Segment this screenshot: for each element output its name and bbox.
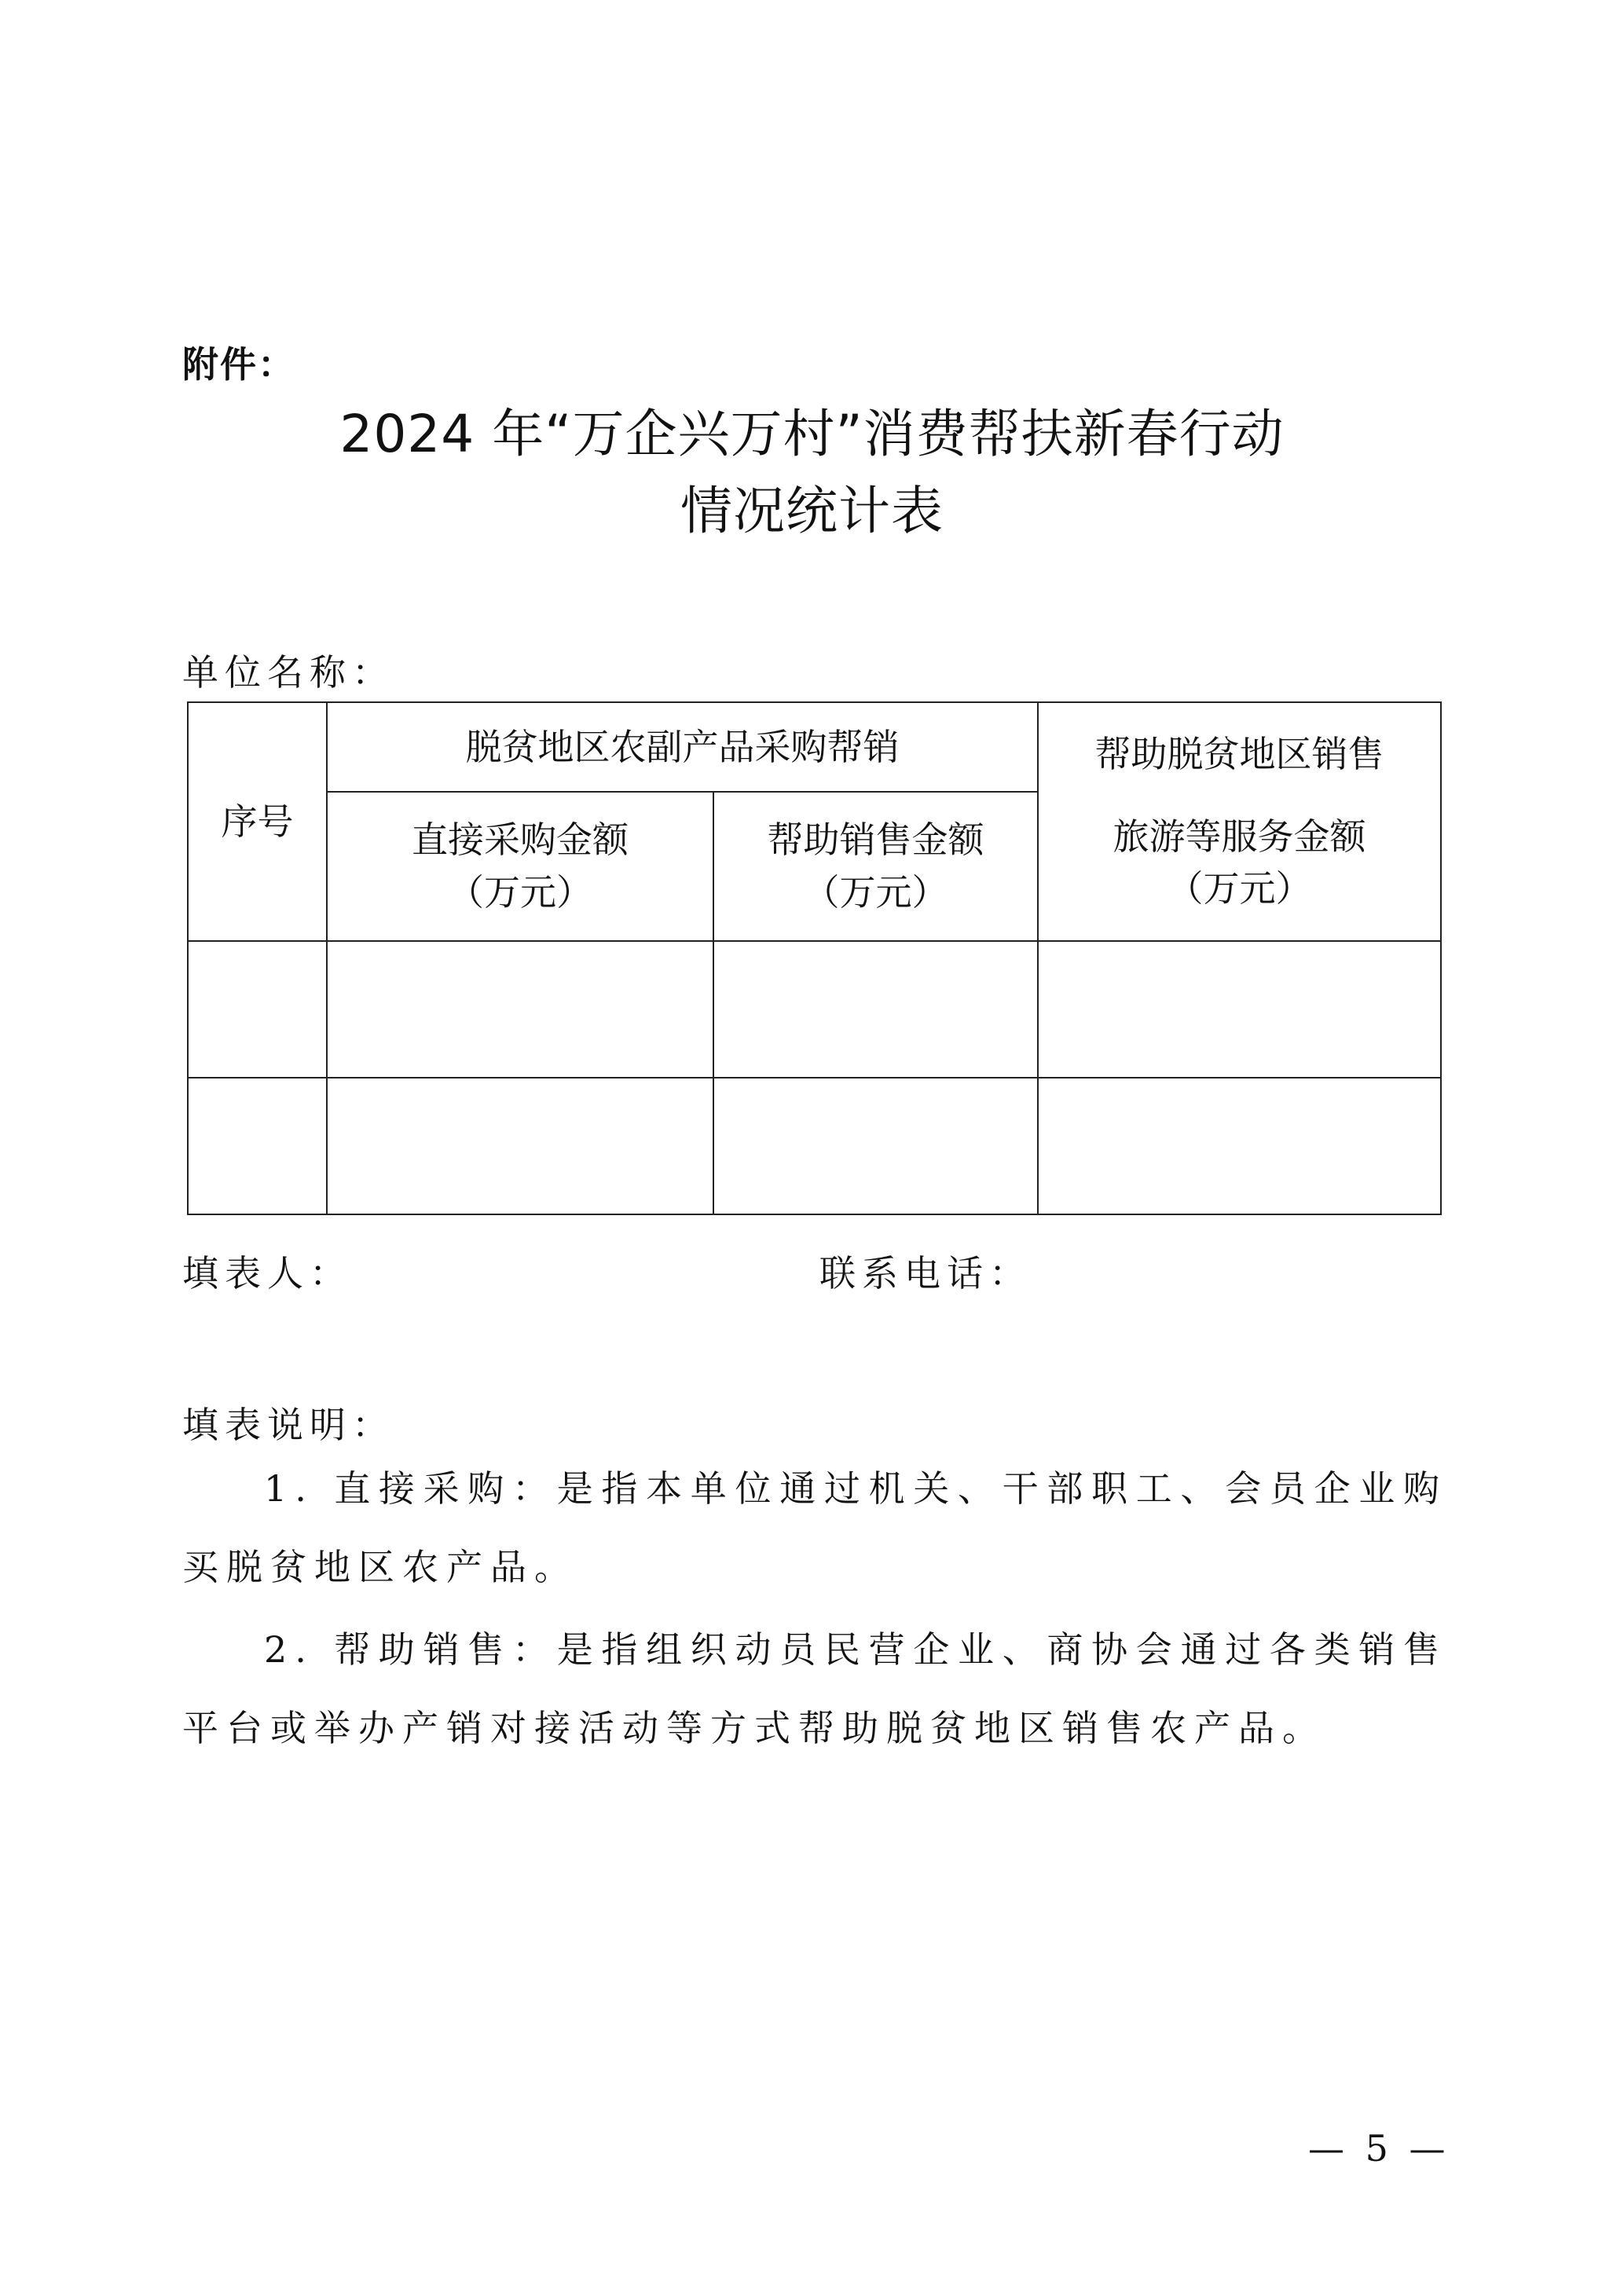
direct-purchase-header bbox=[327, 792, 713, 941]
service-unit: （万元） bbox=[1167, 867, 1312, 910]
filler-label: 填表人： bbox=[182, 1252, 352, 1294]
notes-title: 填表说明： bbox=[182, 1404, 394, 1446]
help-sales-cell[interactable] bbox=[713, 941, 1038, 1078]
seq-cell[interactable] bbox=[188, 941, 327, 1078]
help-sales-header-text: 帮助销售金额 bbox=[767, 818, 984, 862]
direct-purchase-unit: （万元） bbox=[448, 871, 592, 914]
help-sales-header bbox=[713, 792, 1038, 941]
page-number: — 5 — bbox=[1308, 2127, 1450, 2170]
service-header-line-1: 帮助脱贫地区销售 bbox=[1094, 732, 1384, 775]
table-row bbox=[188, 941, 1441, 1078]
statistics-table bbox=[187, 701, 1442, 1215]
attachment-label: 附件： bbox=[182, 343, 295, 386]
service-header-line-2: 旅游等服务金额 bbox=[1113, 815, 1366, 858]
help-sales-unit: （万元） bbox=[803, 871, 948, 914]
document-title-line-1: 2024 年“万企兴万村”消费帮扶新春行动 bbox=[339, 404, 1285, 464]
service-amount-cell[interactable] bbox=[1038, 941, 1441, 1078]
table-row bbox=[188, 1078, 1441, 1214]
direct-purchase-header-text: 直接采购金额 bbox=[412, 818, 629, 862]
help-sales-cell[interactable] bbox=[713, 1078, 1038, 1214]
direct-purchase-cell[interactable] bbox=[327, 1078, 713, 1214]
seq-header: 序号 bbox=[188, 702, 327, 941]
direct-purchase-cell[interactable] bbox=[327, 941, 713, 1078]
note-item-2: 2. 帮助销售：是指组织动员民营企业、商协会通过各类销售平台或举办产销对接活动等方式帮助脱贫地区销售农产品。 bbox=[182, 1628, 1447, 1749]
note-item-1: 1. 直接采购：是指本单位通过机关、干部职工、会员企业购买脱贫地区农产品。 bbox=[182, 1467, 1447, 1588]
service-amount-header bbox=[1038, 702, 1441, 941]
service-amount-cell[interactable] bbox=[1038, 1078, 1441, 1214]
table-header-row-1 bbox=[188, 702, 1441, 792]
seq-cell[interactable] bbox=[188, 1078, 327, 1214]
procurement-group-header: 脱贫地区农副产品采购帮销 bbox=[327, 702, 1038, 792]
unit-name-label: 单位名称： bbox=[182, 651, 394, 694]
phone-label: 联系电话： bbox=[819, 1252, 1032, 1294]
document-title-line-2: 情况统计表 bbox=[680, 481, 944, 541]
